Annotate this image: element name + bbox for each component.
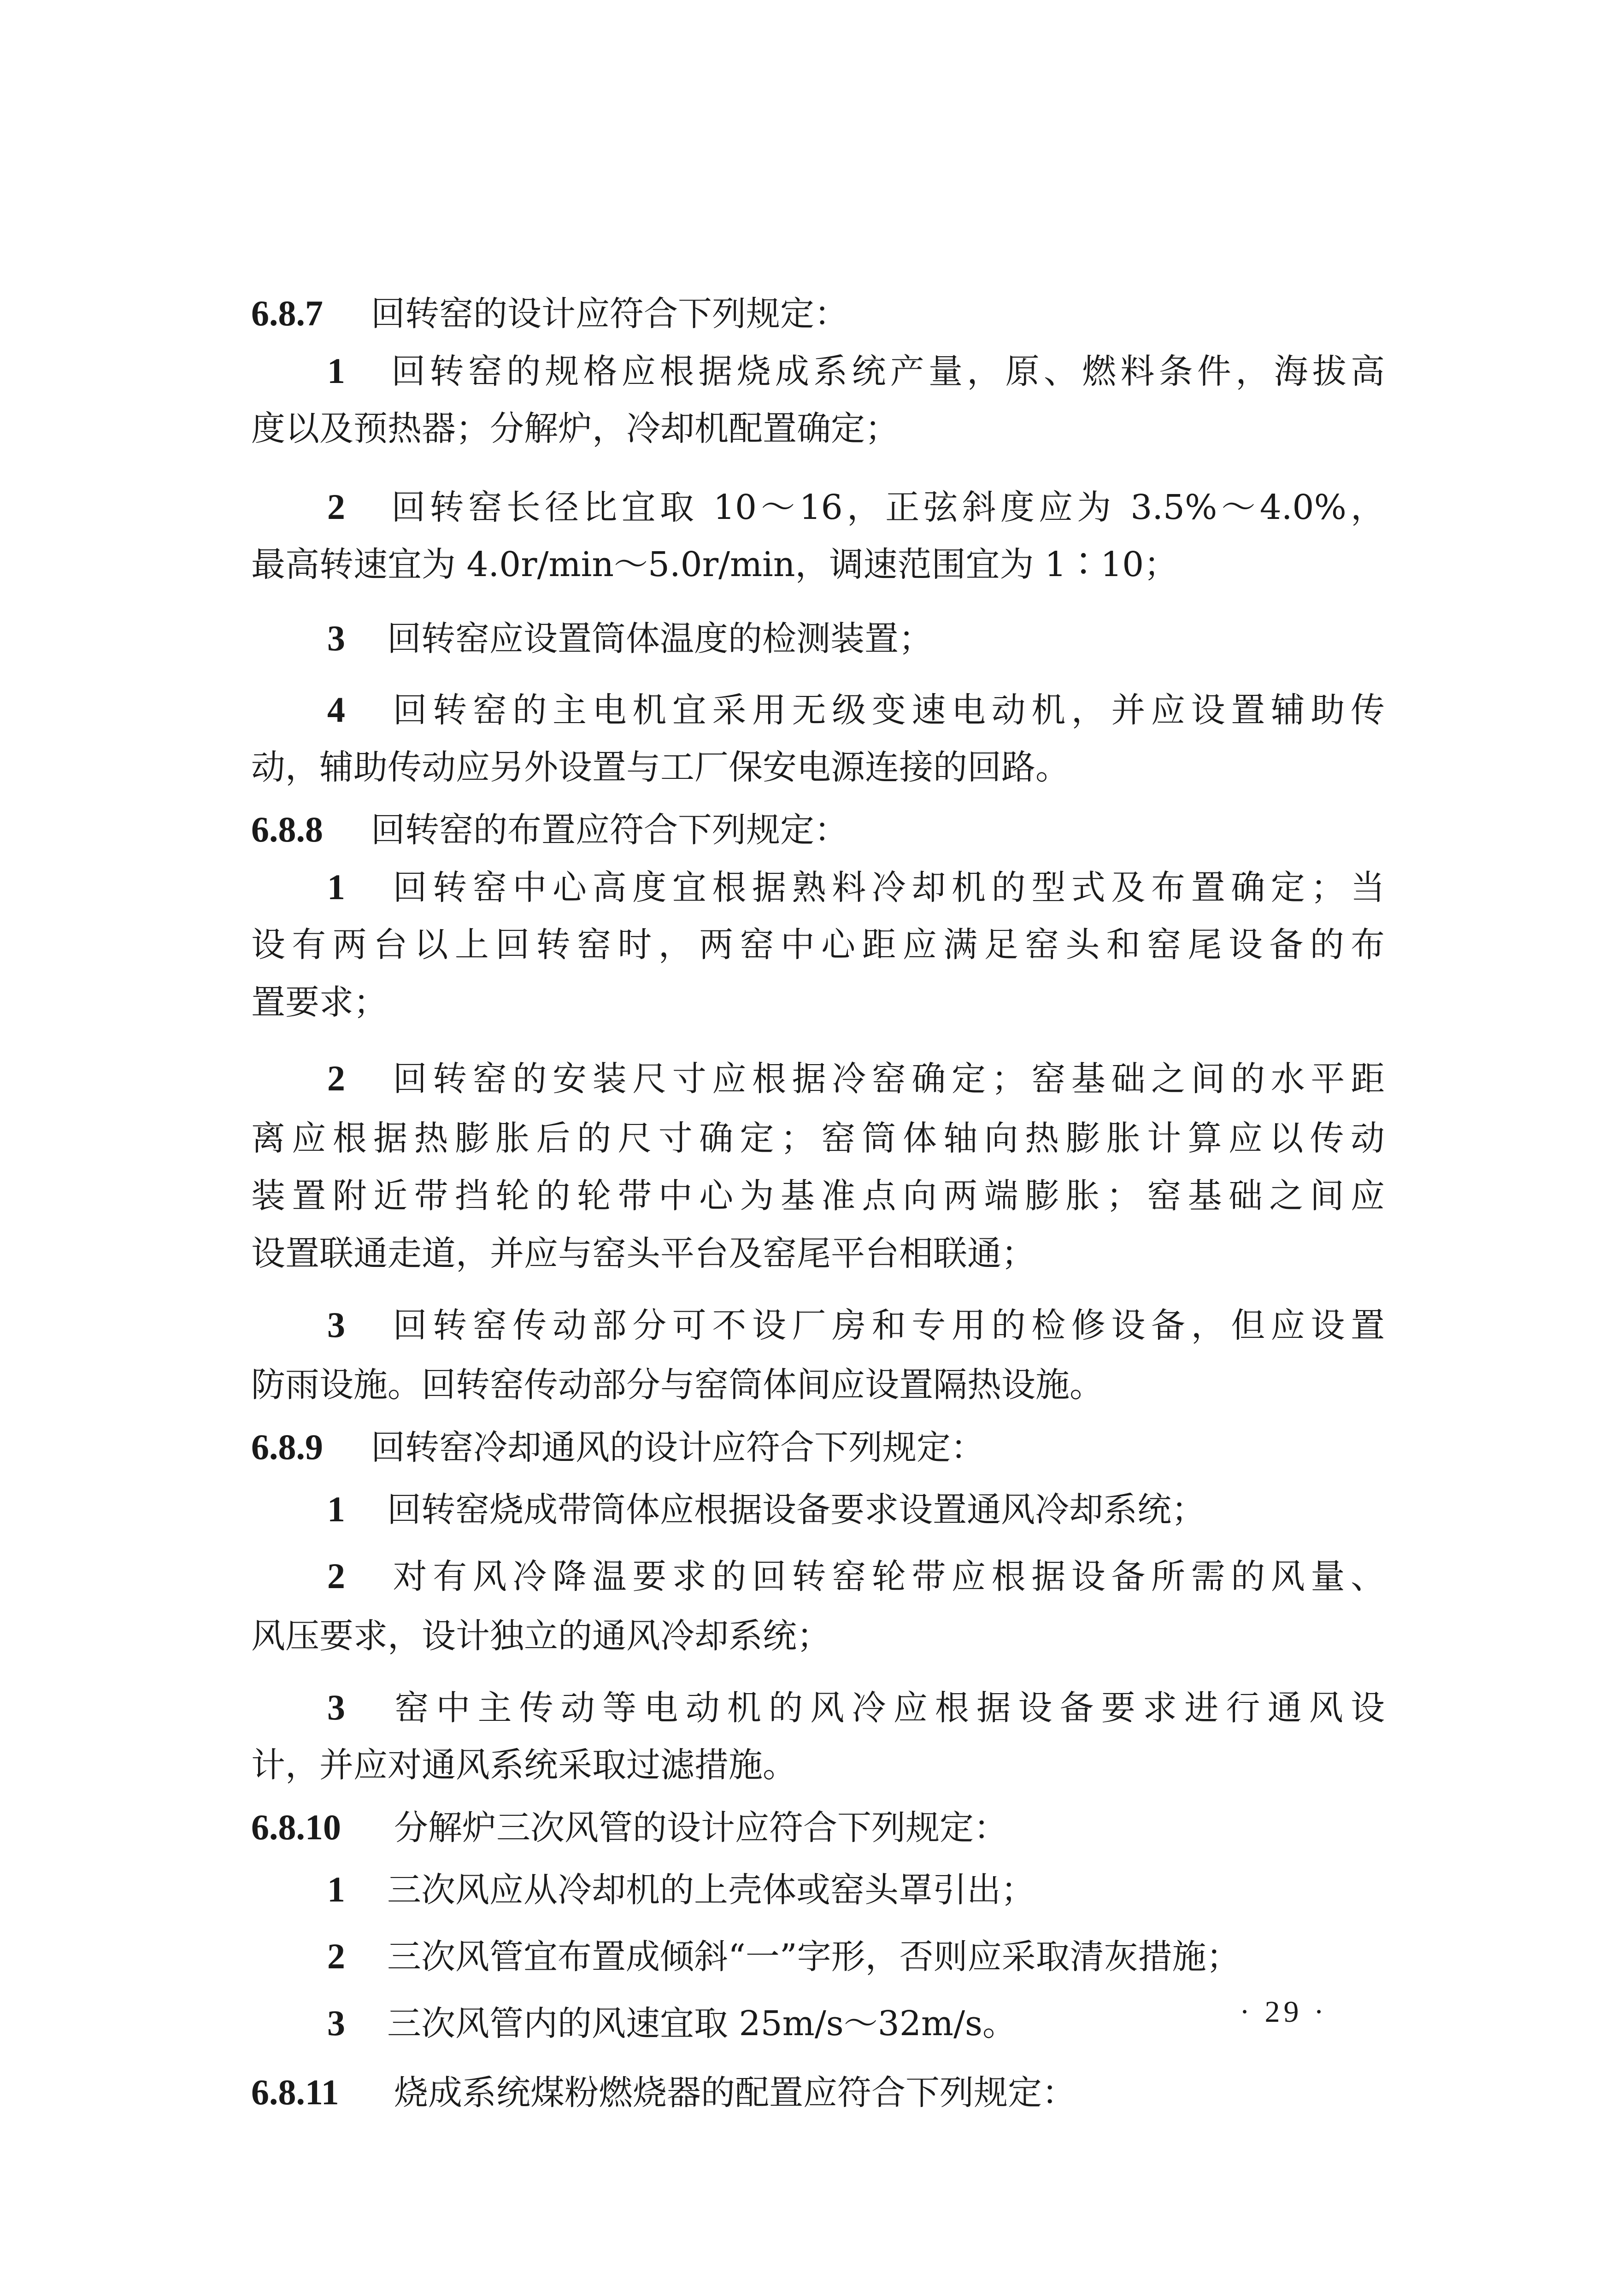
- clause-6-8-8-item-3: [327, 1300, 1385, 1350]
- item-number: 1: [327, 351, 345, 391]
- clause-6-8-9-heading: [251, 1422, 985, 1472]
- item-number: 3: [327, 1687, 345, 1727]
- clause-6-8-7-heading: [251, 288, 848, 339]
- item-text: 回转窑长径比宜取 10～16，正弦斜度应为 3.5%～4.0%，: [387, 488, 1385, 527]
- item-continuation-line: 离应根据热膨胀后的尺寸确定；窑筒体轴向热膨胀计算应以传动: [251, 1119, 1385, 1158]
- clause-heading-text: 回转窑的设计应符合下列规定：: [371, 294, 848, 334]
- clause-6-8-7-item-1: [327, 346, 1385, 396]
- item-continuation-line: 防雨设施。回转窑传动部分与窑筒体间应设置隔热设施。: [251, 1365, 1104, 1405]
- item-number: 2: [327, 1936, 345, 1976]
- clause-number: 6.8.9: [251, 1427, 323, 1467]
- item-text: 三次风管宜布置成倾斜“一”字形，否则应采取清灰措施；: [387, 1937, 1241, 1977]
- clause-6-8-9-item-1: [327, 1484, 1205, 1535]
- clause-6-8-10-item-2: [327, 1931, 1241, 1982]
- clause-6-8-10-item-3: [327, 1998, 1017, 2049]
- item-continuation-line: 度以及预热器；分解炉，冷却机配置确定；: [251, 409, 899, 448]
- item-continuation-line: 风压要求，设计独立的通风冷却系统；: [251, 1616, 831, 1656]
- item-text: 回转窑的安装尺寸应根据冷窑确定；窑基础之间的水平距: [387, 1059, 1385, 1099]
- item-number: 2: [327, 1556, 345, 1596]
- item-text: 回转窑烧成带筒体应根据设备要求设置通风冷却系统；: [387, 1490, 1205, 1530]
- item-number: 3: [327, 1305, 345, 1345]
- item-continuation-line: 计，并应对通风系统采取过滤措施。: [251, 1745, 797, 1785]
- item-number: 3: [327, 2003, 345, 2043]
- item-continuation-line: 设置联通走道，并应与窑头平台及窑尾平台相联通；: [251, 1234, 1035, 1273]
- clause-6-8-8-item-1: [327, 862, 1385, 913]
- clause-number: 6.8.7: [251, 293, 323, 333]
- item-text: 回转窑的主电机宜采用无级变速电动机，并应设置辅助传: [387, 690, 1385, 730]
- item-text: 窑中主传动等电动机的风冷应根据设备要求进行通风设: [387, 1688, 1385, 1728]
- item-continuation-line: 设有两台以上回转窑时，两窑中心距应满足窑头和窑尾设备的布: [251, 925, 1385, 965]
- clause-6-8-7-item-3: [327, 613, 933, 664]
- clause-number: 6.8.10: [251, 1807, 341, 1847]
- clause-heading-text: 烧成系统煤粉燃烧器的配置应符合下列规定：: [394, 2073, 1076, 2113]
- item-number: 1: [327, 1489, 345, 1529]
- clause-6-8-10-item-1: [327, 1864, 1035, 1915]
- item-number: 1: [327, 1869, 345, 1909]
- clause-number: 6.8.11: [251, 2072, 339, 2112]
- clause-6-8-9-item-2: [327, 1551, 1385, 1601]
- item-number: 2: [327, 1058, 345, 1098]
- clause-6-8-7-item-2: [327, 482, 1385, 532]
- item-text: 回转窑应设置筒体温度的检测装置；: [387, 619, 933, 659]
- item-text: 三次风管内的风速宜取 25m/s～32m/s。: [387, 2004, 1017, 2043]
- clause-6-8-9-item-3: [327, 1682, 1385, 1733]
- clause-6-8-11-heading: [251, 2067, 1076, 2118]
- clause-heading-text: 分解炉三次风管的设计应符合下列规定：: [394, 1808, 1008, 1848]
- clause-6-8-10-heading: [251, 1802, 1008, 1853]
- item-text: 回转窑的规格应根据烧成系统产量，原、燃料条件，海拔高: [387, 352, 1385, 391]
- clause-6-8-7-item-4: [327, 684, 1385, 735]
- clause-6-8-8-heading: [251, 804, 848, 855]
- clause-6-8-8-item-2: [327, 1053, 1385, 1104]
- item-text: 三次风应从冷却机的上壳体或窑头罩引出；: [387, 1870, 1035, 1910]
- item-continuation-line: 置要求；: [251, 983, 388, 1022]
- item-number: 2: [327, 487, 345, 527]
- clause-heading-text: 回转窑的布置应符合下列规定：: [371, 810, 848, 850]
- item-number: 4: [327, 689, 345, 730]
- clause-number: 6.8.8: [251, 809, 323, 849]
- clause-heading-text: 回转窑冷却通风的设计应符合下列规定：: [371, 1428, 985, 1467]
- item-number: 1: [327, 867, 345, 907]
- item-text: 对有风冷降温要求的回转窑轮带应根据设备所需的风量、: [387, 1557, 1385, 1596]
- item-continuation-line: 最高转速宜为 4.0r/min～5.0r/min，调速范围宜为 1∶10；: [251, 545, 1178, 584]
- item-text: 回转窑传动部分可不设厂房和专用的检修设备，但应设置: [387, 1306, 1385, 1345]
- item-number: 3: [327, 618, 345, 658]
- item-continuation-line: 动，辅助传动应另外设置与工厂保安电源连接的回路。: [251, 748, 1070, 787]
- item-continuation-line: 装置附近带挡轮的轮带中心为基准点向两端膨胀；窑基础之间应: [251, 1176, 1385, 1216]
- page-number: · 29 ·: [1240, 1995, 1328, 2029]
- item-text: 回转窑中心高度宜根据熟料冷却机的型式及布置确定；当: [387, 868, 1385, 907]
